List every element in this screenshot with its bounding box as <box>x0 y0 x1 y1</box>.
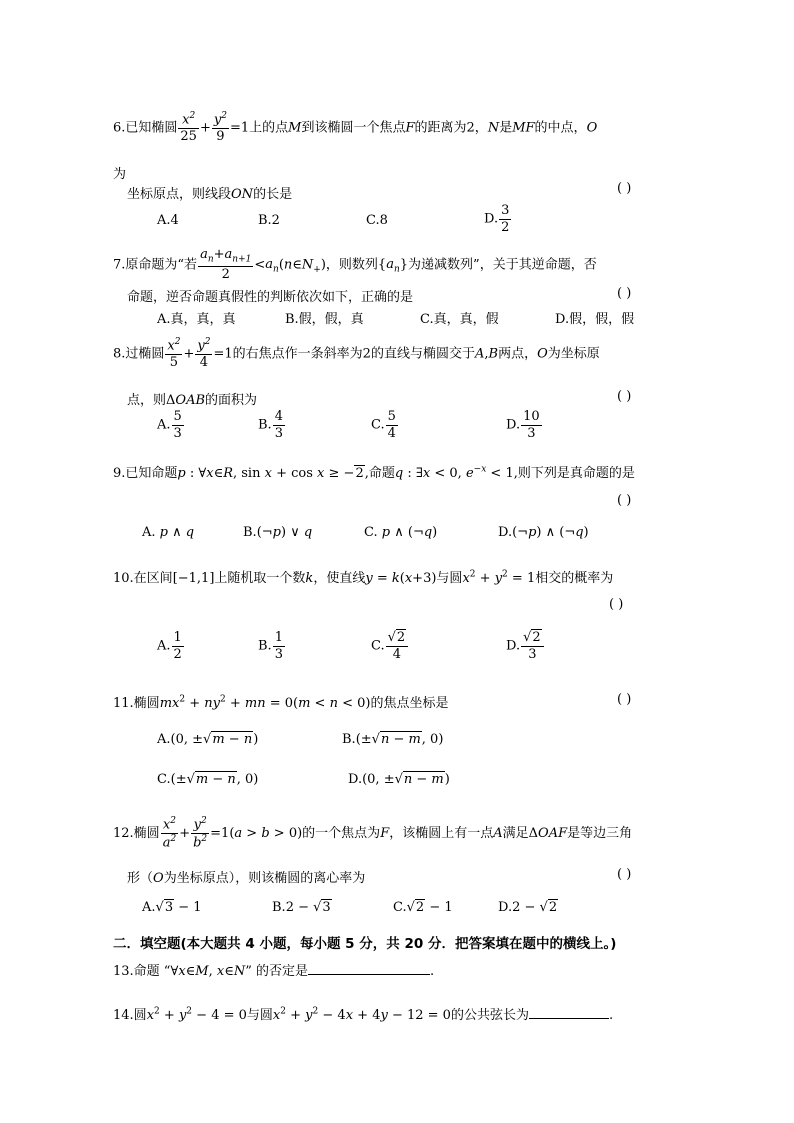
q10-option-a: A. $\frac{1}{2}$ <box>157 630 182 662</box>
q7-paren: ( ) <box>617 286 632 301</box>
question-14: 14.圆$x^2 + y^2 - 4 = 0$与圆$x^2 + y^2 - 4x + 4y - 12 = 0$的公共弦长为 . <box>113 1006 614 1023</box>
q12-option-c: C.√2 − 1 <box>393 900 453 915</box>
q8-line-2: 点，则ΔOAB的面积为 <box>127 393 258 408</box>
q12-option-a: A.√3 − 1 <box>142 900 202 915</box>
q6-line-2: 坐标原点，则线段ON的长是 <box>127 187 293 202</box>
q7-option-d: D.假，假，假 <box>555 312 635 327</box>
q10-paren: ( ) <box>609 597 624 612</box>
q9-option-b: B.(¬p) ∨ q <box>243 525 313 540</box>
q13-answer-blank[interactable] <box>308 962 430 975</box>
q10-option-b: B. $\frac{1}{3}$ <box>258 630 283 662</box>
question-7-line-1: 7.原命题为“若 $\frac{a_n+a_{n+1}}{2}$ $<a_n(n\in N_+)$，则数列$\{a_n\}$为递减数列”，关于其逆命题，否 <box>113 247 597 283</box>
q11-option-b: B.(±√n − m, 0) <box>342 732 444 747</box>
q7-option-a: A.真，真，真 <box>157 312 236 327</box>
question-9-line-1: 9.已知命题p : ∀x∈R, sin x + cos x ≥ −2,命题q : ∃x < 0, $e^{-x} < 1$,则下列是真命题的是 <box>113 464 635 481</box>
q11-paren: ( ) <box>617 692 632 707</box>
q6-paren: ( ) <box>617 181 632 196</box>
q9-option-a: A. p ∧ q <box>142 525 195 540</box>
question-13: 13.命题 “∀x∈M, x∈N” 的否定是 . <box>113 964 435 979</box>
section-2-heading: 二．填空题(本大题共 4 小题，每小题 5 分，共 20 分．把答案填在题中的横线上。) <box>113 936 617 952</box>
q7-line-2: 命题，逆否命题真假性的判断依次如下，正确的是 <box>127 290 414 305</box>
q14-answer-blank[interactable] <box>529 1006 609 1019</box>
question-6-line-1: 6.已知椭圆 $\frac{x^2}{25}$ + $\frac{y^2}{9}$ =1上的点M到该椭圆一个焦点F的距离为2，N是MF的中点，O <box>113 111 598 144</box>
q9-option-c: C. p ∧ (¬q) <box>364 525 438 540</box>
q10-option-c: C. $\frac{√2}{4}$ <box>371 631 409 661</box>
q8-paren: ( ) <box>617 389 632 404</box>
question-12-line-1: 12.椭圆 $\frac{x^2}{a^2}$ + $\frac{y^2}{b^2}$ =1(a > b > 0)的一个焦点为F，该椭圆上有一点A满足ΔOAF是等边三角 <box>113 816 633 851</box>
q10-option-d: D. $\frac{√2}{3}$ <box>506 631 545 661</box>
q11-option-a: A.(0, ±√m − n) <box>157 732 259 747</box>
question-10-line-1: 10.在区间[−1,1]上随机取一个数k，使直线y = k(x+3)与圆$x^2 + y^2 = 1$相交的概率为 <box>113 569 614 586</box>
q9-option-d: D.(¬p) ∧ (¬q) <box>498 525 589 540</box>
q6-option-a: A.4 <box>157 213 179 228</box>
q7-option-c: C.真，真，假 <box>420 312 499 327</box>
q8-option-b: B. $\frac{4}{3}$ <box>258 409 283 441</box>
q11-option-d: D.(0, ±√n − m) <box>348 772 450 787</box>
q8-option-a: A. $\frac{5}{3}$ <box>157 409 182 441</box>
q8-option-c: C. $\frac{5}{4}$ <box>371 409 396 441</box>
q12-option-d: D.2 − √2 <box>498 900 558 915</box>
question-11-line-1: 11.椭圆$mx^2 + ny^2$ + mn = 0(m < n < 0)的焦点坐标是 <box>113 694 449 711</box>
q12-line-2: 形（O为坐标原点），则该椭圆的离心率为 <box>127 871 366 886</box>
q11-option-c: C.(±√m − n, 0) <box>157 772 259 787</box>
q6-option-c: C.8 <box>366 213 388 228</box>
q6-wei: 为 <box>113 167 127 182</box>
q12-option-b: B.2 − √3 <box>272 900 331 915</box>
q9-paren: ( ) <box>617 493 632 508</box>
q6-option-d: D. $\frac{3}{2}$ <box>484 203 510 235</box>
q8-option-d: D. $\frac{10}{3}$ <box>506 409 540 441</box>
q6-text: 6.已知椭圆 <box>113 120 178 136</box>
q12-paren: ( ) <box>617 867 632 882</box>
q6-option-b: B.2 <box>258 213 280 228</box>
question-8-line-1: 8.过椭圆 $\frac{x^2}{5}$ + $\frac{y^2}{4}$ =1的右焦点作一条斜率为2的直线与椭圆交于A,B两点，O为坐标原 <box>113 337 600 370</box>
q7-option-b: B.假，假，真 <box>285 312 364 327</box>
